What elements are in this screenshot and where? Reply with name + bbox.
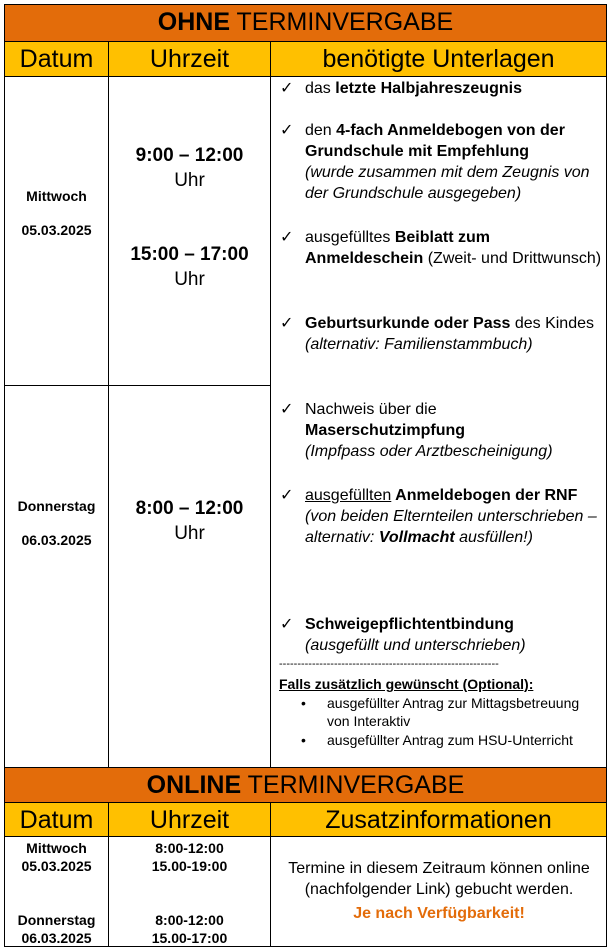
- online-header-info: Zusatzinformationen: [271, 803, 606, 836]
- req-note: (alternativ: Familienstammbuch): [305, 336, 533, 353]
- offline-header-docs: benötigte Unterlagen: [271, 42, 606, 76]
- req-zeugnis: [280, 78, 602, 99]
- date: 05.03.2025: [21, 858, 92, 874]
- weekday: Donnerstag: [17, 912, 96, 928]
- check-icon: ✓: [280, 122, 294, 139]
- time-range: 8:00 – 12:00: [135, 498, 244, 519]
- req-text-post: (Zweit- und Drittwunsch): [423, 250, 602, 267]
- offline-title-bold: OHNE: [157, 8, 231, 36]
- online-day-1-times: [109, 839, 270, 875]
- optional-text: ausgefüllter Antrag zum HSU-Unterricht: [327, 732, 573, 748]
- check-icon: ✓: [280, 229, 294, 246]
- border-top: [4, 4, 607, 5]
- availability-note: Je nach Verfügbarkeit!: [353, 905, 525, 922]
- offline-header-time: Uhrzeit: [109, 42, 270, 76]
- optional-title: Falls zusätzlich gewünscht (Optional):: [279, 676, 534, 692]
- offline-day-2: [5, 498, 108, 548]
- info-text: Termine in diesem Zeitraum können online (nachfolgender Link) gebucht werden.: [288, 860, 590, 898]
- req-schweigepflicht: [280, 614, 602, 656]
- online-info: [280, 858, 598, 924]
- check-icon: ✓: [280, 401, 294, 418]
- req-bold: Maserschutzimpfung: [305, 422, 466, 439]
- bullet-icon: •: [301, 732, 306, 748]
- req-bold: Anmeldebogen der RNF: [391, 487, 578, 504]
- date: 05.03.2025: [21, 222, 92, 238]
- req-underline: ausgefüllten: [305, 487, 392, 504]
- req-note-bold: Vollmacht: [378, 529, 455, 546]
- offline-day-1: [5, 188, 108, 238]
- req-bold: 4-fach Anmeldebogen von der Grundschule mit Empfehlung: [305, 122, 565, 160]
- check-icon: ✓: [280, 487, 294, 504]
- req-note: (ausgefüllt und unterschrieben): [305, 637, 526, 654]
- date: 06.03.2025: [21, 532, 92, 548]
- req-note: (von beiden Elternteilen unterschrieben – alternativ:: [305, 508, 597, 546]
- req-masern: [280, 399, 602, 462]
- req-text: das: [305, 80, 336, 97]
- bullet-icon: •: [301, 695, 306, 711]
- req-bold: Beiblatt zum Anmeldeschein: [305, 229, 490, 267]
- col-line-1-bottom: [108, 802, 109, 947]
- line-under-online-header: [4, 836, 607, 837]
- border-left: [4, 4, 5, 947]
- online-day-2-times: [109, 911, 270, 947]
- req-note: (wurde zusammen mit dem Zeugnis von der Grundschule ausgegeben): [305, 164, 590, 202]
- line-day-split: [4, 385, 270, 386]
- req-text: ausgefülltes: [305, 229, 395, 246]
- weekday: Mittwoch: [26, 188, 87, 204]
- line-under-header: [4, 76, 607, 77]
- offline-header-date: Datum: [5, 42, 108, 76]
- border-bottom: [4, 946, 607, 947]
- weekday: Donnerstag: [17, 498, 96, 514]
- req-text: den: [305, 122, 337, 139]
- req-beiblatt: [280, 227, 602, 269]
- req-rnf: [280, 485, 602, 548]
- line-under-title: [4, 41, 607, 42]
- check-icon: ✓: [280, 80, 294, 97]
- req-note: (Impfpass oder Arztbescheinigung): [305, 443, 553, 460]
- date: 06.03.2025: [21, 930, 92, 946]
- online-title-rest: TERMINVERGABE: [241, 771, 465, 799]
- req-bold: Geburtsurkunde oder Pass: [305, 315, 511, 332]
- online-header-time: Uhrzeit: [109, 803, 270, 836]
- req-bold: Schweigepflichtentbindung: [305, 616, 514, 633]
- line-under-online-title: [4, 802, 607, 803]
- border-right: [606, 4, 607, 947]
- time-unit: Uhr: [174, 170, 205, 191]
- line-before-online: [4, 767, 607, 768]
- req-text-post: des Kindes: [510, 315, 594, 332]
- offline-title-rest: TERMINVERGABE: [230, 8, 454, 36]
- time-unit: Uhr: [174, 269, 205, 290]
- col-line-2-bottom: [270, 802, 271, 947]
- optional-item-1: [301, 694, 601, 730]
- offline-title-bar: [5, 5, 606, 41]
- divider: ------------------------------------------------------------: [279, 658, 499, 670]
- online-day-2: [5, 911, 108, 947]
- time-2: 15.00-19:00: [151, 858, 228, 874]
- time-range: 9:00 – 12:00: [135, 145, 244, 166]
- weekday: Mittwoch: [26, 840, 87, 856]
- time-range: 15:00 – 17:00: [130, 244, 249, 265]
- req-bold: letzte Halbjahreszeugnis: [335, 80, 522, 97]
- offline-day-1-slot-2: [109, 244, 270, 291]
- col-line-2-top: [270, 41, 271, 768]
- optional-text: ausgefüllter Antrag zur Mittagsbetreuung von Interaktiv: [327, 695, 580, 729]
- online-day-1: [5, 839, 108, 875]
- col-line-1-top: [108, 41, 109, 768]
- check-icon: ✓: [280, 315, 294, 332]
- online-title-bar: [5, 768, 606, 802]
- online-header-date: Datum: [5, 803, 108, 836]
- check-icon: ✓: [280, 616, 294, 633]
- online-title-bold: ONLINE: [146, 771, 242, 799]
- time-2: 15.00-17:00: [151, 930, 228, 946]
- time-1: 8:00-12:00: [155, 840, 224, 856]
- offline-day-2-slot-1: [109, 498, 270, 545]
- req-text: Nachweis über die: [305, 401, 437, 418]
- time-1: 8:00-12:00: [155, 912, 224, 928]
- req-geburtsurkunde: [280, 313, 602, 355]
- offline-day-1-slot-1: [109, 145, 270, 192]
- time-unit: Uhr: [174, 523, 205, 544]
- optional-item-2: [301, 731, 601, 749]
- req-anmeldebogen: [280, 120, 602, 204]
- req-note-end: ausfüllen!): [454, 529, 533, 546]
